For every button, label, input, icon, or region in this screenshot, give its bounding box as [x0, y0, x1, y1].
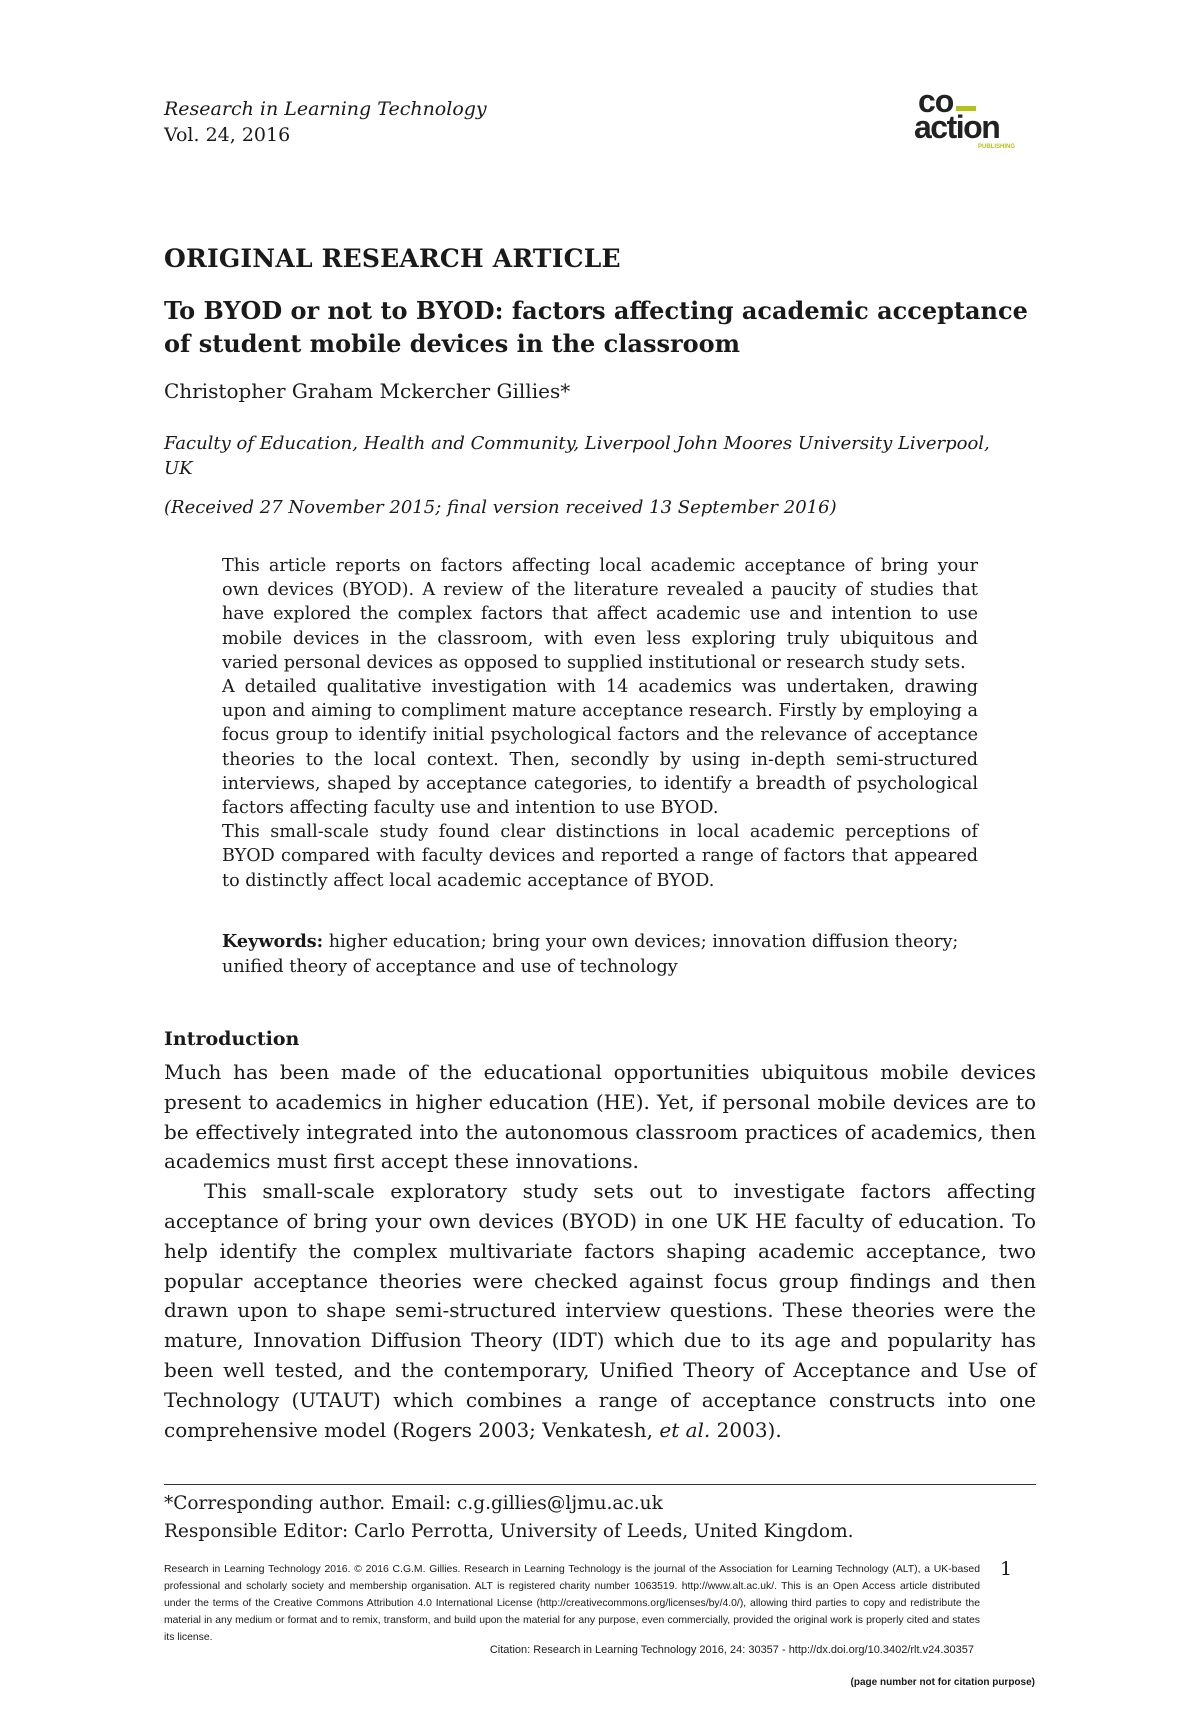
footnote-divider	[164, 1484, 1036, 1485]
logo-line2: action	[914, 109, 1000, 145]
received-dates: (Received 27 November 2015; final version received 13 September 2016)	[164, 497, 837, 518]
body-paragraph: Much has been made of the educational opportunities ubiquitous mobile devices present to academics in higher education (HE). Yet, if personal mobile devices are to be effectively integrated into the autonomous classroom practices of academics, then academics must first accept these innovations.	[164, 1060, 1036, 1174]
logo-line1: co	[918, 86, 954, 119]
body-paragraph-text: This small-scale exploratory study sets out to investigate factors affecting acceptance of bring your own devices (BYOD) in one UK HE faculty of education. To help identify the complex multivariate factors shaping academic acceptance, two popular acceptance theories were checked against focus group findings and then drawn upon to shape semi-structured interview questions. These theories were the mature, Innovation Diffusion Theory (IDT) which due to its age and popularity has been well tested, and the contemporary, Unified Theory of Acceptance and Use of Technology (UTAUT) which combines a range of acceptance constructs into one comprehensive model (Rogers 2003; Venkatesh,	[164, 1179, 1036, 1442]
article-author: Christopher Graham Mckercher Gillies*	[164, 379, 571, 403]
co-action-logo	[912, 86, 1042, 150]
citation-line: Citation: Research in Learning Technology 2016, 24: 30357 - http://dx.doi.org/10.3402/rlt.v24.30357	[489, 1644, 974, 1656]
citation-year: 2003).	[710, 1417, 782, 1442]
abstract	[222, 554, 978, 893]
body-paragraph	[164, 1177, 1036, 1445]
keywords-label: Keywords:	[222, 931, 324, 952]
author-affiliation: Faculty of Education, Health and Community, Liverpool John Moores University Liverpool, UK	[164, 433, 990, 479]
corresponding-author: *Corresponding author. Email: c.g.gillies@ljmu.ac.uk	[164, 1493, 663, 1514]
footnotes	[164, 1490, 854, 1546]
journal-name: Research in Learning Technology	[164, 98, 487, 120]
et-al: et al.	[659, 1417, 711, 1442]
page-number-note: (page number not for citation purpose)	[850, 1677, 1035, 1688]
keywords	[222, 930, 978, 979]
body-text	[164, 1058, 1036, 1445]
logo-tagline: PUBLISHING	[978, 144, 1016, 150]
keywords-list: higher education; bring your own devices; innovation diffusion theory; unified theory of acceptance and use of technology	[222, 932, 959, 977]
license-text: Research in Learning Technology 2016. © 2016 C.G.M. Gillies. Research in Learning Technology is the journal of the Association for Learning Technology (ALT), a UK-based professional and scholarly society and membership organisation. ALT is registered charity number 1063519. http://www.alt.ac.uk/. This is an Open Access article distributed under the terms of the Creative Commons Attribution 4.0 International License (http://creativecommons.org/licenses/by/4.0/), allowing third parties to copy and redistribute the material in any medium or format and to remix, transform, and build upon the material for any purpose, even commercially, provided the original work is properly cited and states its license.	[164, 1564, 980, 1643]
article-title: To BYOD or not to BYOD: factors affecting academic acceptance of student mobile devices in the classroom	[164, 296, 1028, 358]
responsible-editor: Responsible Editor: Carlo Perrotta, University of Leeds, United Kingdom.	[164, 1521, 854, 1542]
section-heading-introduction: Introduction	[164, 1028, 300, 1050]
journal-volume: Vol. 24, 2016	[164, 124, 291, 146]
abstract-paragraph: This article reports on factors affecting local academic acceptance of bring your own devices (BYOD). A review of the literature revealed a paucity of studies that have explored the complex factors that affect academic use and intention to use mobile devices in the classroom, with even less exploring truly ubiquitous and varied personal devices as opposed to supplied institutional or research study sets.	[222, 556, 978, 673]
article-type: ORIGINAL RESEARCH ARTICLE	[164, 244, 621, 273]
page-number: 1	[1000, 1558, 1013, 1580]
abstract-paragraph: A detailed qualitative investigation with 14 academics was undertaken, drawing upon and aiming to compliment mature acceptance research. Firstly by employing a focus group to identify initial psychological factors and the relevance of acceptance theories to the local context. Then, secondly by using in-depth semi-structured interviews, shaped by acceptance categories, to identify a breadth of psychological factors affecting faculty use and intention to use BYOD.	[222, 677, 978, 819]
abstract-paragraph: This small-scale study found clear distinctions in local academic perceptions of BYOD compared with faculty devices and reported a range of factors that appeared to distinctly affect local academic acceptance of BYOD.	[222, 822, 978, 891]
